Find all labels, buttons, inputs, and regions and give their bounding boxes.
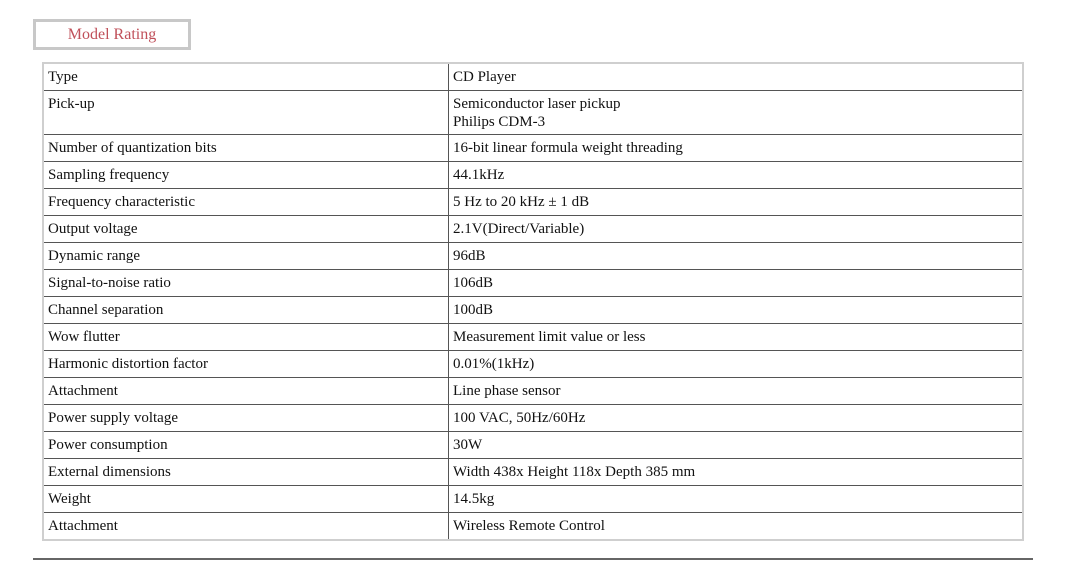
spec-value (449, 486, 1023, 513)
spec-label: Power consumption (44, 432, 449, 459)
spec-label: Pick-up (44, 91, 449, 135)
spec-value-line: 96dB (453, 248, 486, 264)
spec-value (449, 405, 1023, 432)
spec-value (449, 243, 1023, 270)
spec-label: Type (44, 64, 449, 91)
spec-label: Attachment (44, 378, 449, 405)
bottom-divider (33, 558, 1033, 560)
table-row (44, 91, 1022, 135)
spec-value-line: 16-bit linear formula weight threading (453, 140, 683, 156)
spec-value-line: 14.5kg (453, 491, 495, 507)
spec-table (44, 64, 1022, 539)
spec-value (449, 351, 1023, 378)
table-row (44, 189, 1022, 216)
spec-value-line: 106dB (453, 275, 494, 291)
spec-label: Output voltage (44, 216, 449, 243)
spec-value (449, 432, 1023, 459)
spec-value (449, 91, 1023, 135)
spec-value-line: 2.1V(Direct/Variable) (453, 221, 585, 237)
table-row (44, 432, 1022, 459)
table-row (44, 135, 1022, 162)
spec-value-line: 44.1kHz (453, 167, 505, 183)
table-row (44, 64, 1022, 91)
spec-value-line: 100dB (453, 302, 494, 318)
spec-value-line: Semiconductor laser pickup (453, 96, 621, 112)
spec-value-line: Wireless Remote Control (453, 518, 605, 534)
spec-value-line: CD Player (453, 69, 516, 85)
spec-value-line: 5 Hz to 20 kHz ± 1 dB (453, 194, 590, 210)
spec-label: Wow flutter (44, 324, 449, 351)
table-row (44, 270, 1022, 297)
spec-label: Number of quantization bits (44, 135, 449, 162)
spec-value (449, 270, 1023, 297)
spec-table-body (44, 64, 1022, 539)
spec-label: Power supply voltage (44, 405, 449, 432)
spec-label: Harmonic distortion factor (44, 351, 449, 378)
spec-label: Weight (44, 486, 449, 513)
table-row (44, 513, 1022, 540)
spec-value-line: Line phase sensor (453, 383, 561, 399)
table-row (44, 378, 1022, 405)
spec-value (449, 459, 1023, 486)
spec-value (449, 216, 1023, 243)
spec-value-line: 0.01%(1kHz) (453, 356, 535, 372)
model-rating-tab[interactable] (33, 19, 191, 50)
spec-value (449, 513, 1023, 540)
spec-label: Channel separation (44, 297, 449, 324)
spec-value (449, 189, 1023, 216)
spec-label: Frequency characteristic (44, 189, 449, 216)
table-row (44, 216, 1022, 243)
model-rating-tab-label: Model Rating (67, 26, 157, 43)
spec-value-line: Philips CDM-3 (453, 114, 546, 130)
table-row (44, 405, 1022, 432)
spec-label: Attachment (44, 513, 449, 540)
spec-label: Dynamic range (44, 243, 449, 270)
spec-value (449, 64, 1023, 91)
table-row (44, 324, 1022, 351)
spec-value-line: Measurement limit value or less (453, 329, 646, 345)
spec-value (449, 297, 1023, 324)
spec-label: Signal-to-noise ratio (44, 270, 449, 297)
table-row (44, 243, 1022, 270)
spec-value-line: Width 438x Height 118x Depth 385 mm (453, 464, 696, 480)
spec-label: Sampling frequency (44, 162, 449, 189)
table-row (44, 486, 1022, 513)
spec-value (449, 162, 1023, 189)
spec-value-line: 30W (453, 437, 483, 453)
table-row (44, 351, 1022, 378)
spec-value (449, 135, 1023, 162)
spec-value (449, 378, 1023, 405)
spec-label: External dimensions (44, 459, 449, 486)
table-row (44, 162, 1022, 189)
spec-table-container (42, 62, 1024, 541)
spec-value (449, 324, 1023, 351)
table-row (44, 297, 1022, 324)
spec-value-line: 100 VAC, 50Hz/60Hz (453, 410, 586, 426)
table-row (44, 459, 1022, 486)
